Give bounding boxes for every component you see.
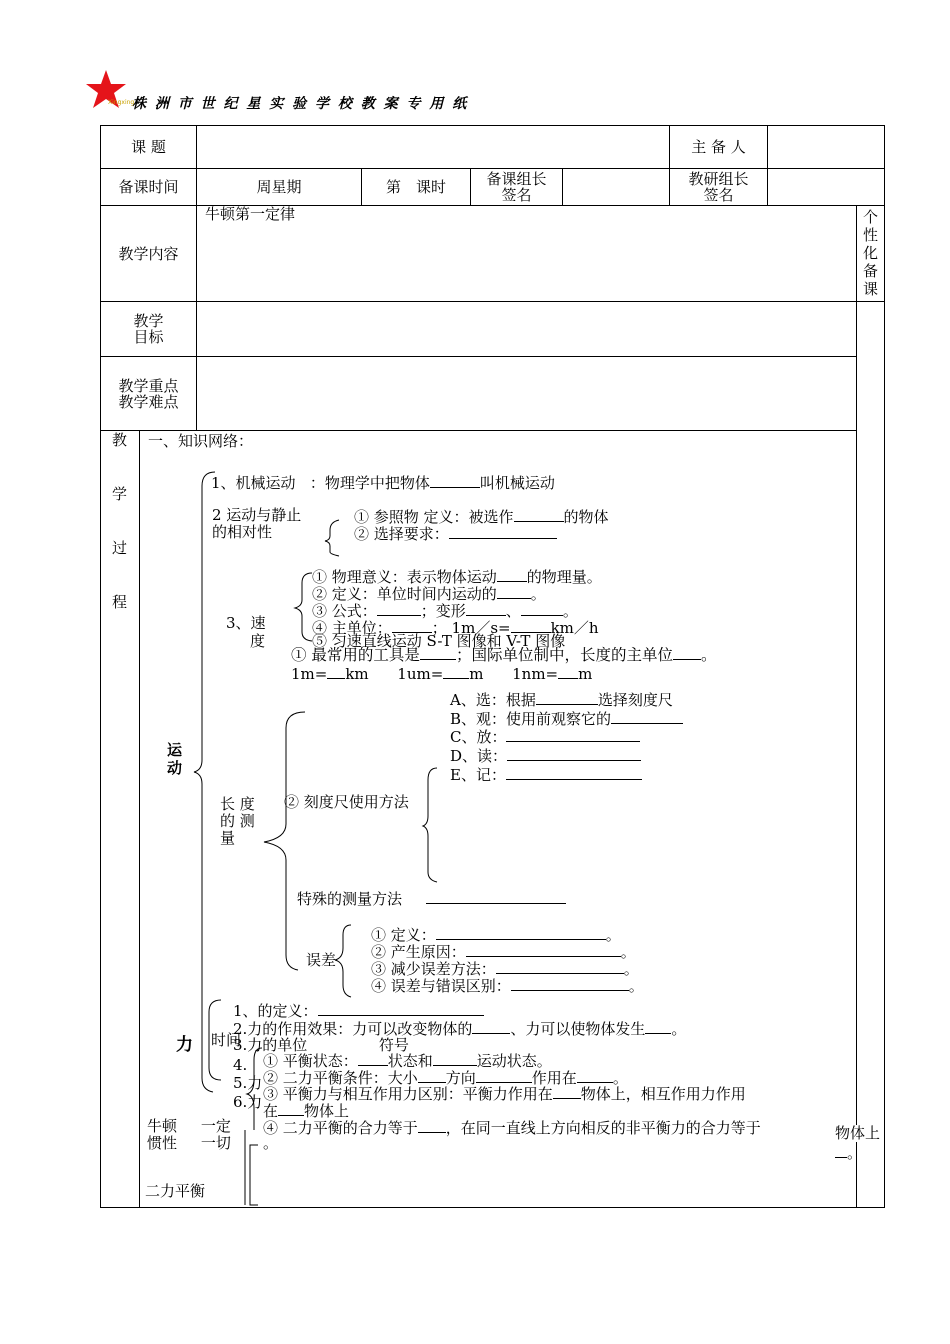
- force-effect-text: 2.力的作用效果：力可以改变物体的: [233, 1020, 473, 1038]
- balance-cond-blank-3[interactable]: [577, 1068, 613, 1083]
- balance-vs-end: 物体上: [304, 1102, 350, 1120]
- conv-um-label: 1um=: [397, 665, 444, 683]
- conv-nm-label: 1nm=: [512, 665, 559, 683]
- conv-um-unit: m: [469, 665, 484, 683]
- length-conversion: [291, 664, 592, 683]
- balance-resultant-text: ④ 二力平衡的合力等于: [263, 1119, 418, 1137]
- speed-graph-clipped: [312, 632, 566, 650]
- balance-vs-blank-2[interactable]: [278, 1101, 304, 1116]
- ruler-method: ② 刻度尺使用方法: [284, 793, 409, 811]
- relativity-title-1: 2 运动与静止: [212, 506, 302, 524]
- balance-cond-blank-2[interactable]: [476, 1068, 532, 1083]
- force-item-4: 4.: [233, 1056, 248, 1074]
- mech-motion-end: 叫机械运动: [479, 474, 555, 492]
- mech-motion-line: [211, 473, 555, 492]
- length-tool-text: ① 最常用的工具是: [291, 646, 420, 664]
- special-measure-blank[interactable]: [426, 889, 566, 904]
- balance-resultant-text-2: ，在同一直线上方向相反的非平衡力的合力等于: [445, 1119, 761, 1137]
- inertia-text-2: 一切: [200, 1134, 231, 1152]
- ruler-step-b: [450, 709, 683, 728]
- research-leader-label-line1: 教研组长: [688, 170, 749, 188]
- goal-label-line2: 目标: [133, 328, 164, 346]
- group-leader-label-line1: 备课组长: [486, 170, 547, 188]
- logo-text: Xingxing: [108, 99, 135, 106]
- balance-state-blank-1[interactable]: [358, 1051, 388, 1066]
- conv-km-unit: km: [345, 665, 369, 683]
- balance-vs-text: ③ 平衡力与相互作用力区别：平衡力作用在: [263, 1085, 553, 1103]
- school-title: 株 洲 市 世 纪 星 实 验 学 校 教 案 专 用 纸: [132, 96, 469, 112]
- error-vs-mistake: [371, 976, 644, 995]
- ruler-step-c-text: C、放：: [450, 728, 507, 746]
- error-cause-text: ② 产生原因：: [371, 943, 466, 961]
- speed-def-end: 。: [530, 585, 546, 603]
- ruler-step-d-blank[interactable]: [507, 746, 641, 761]
- ruler-step-a-text: A、选：根据: [450, 691, 536, 709]
- speed-formula-text: ③ 公式：: [312, 602, 377, 620]
- balance-cond-text-2: 方向: [445, 1069, 476, 1087]
- force-item-6: 6.力: [233, 1093, 263, 1111]
- force-unit-clipped: [233, 1036, 409, 1054]
- balance-cond-blank-1[interactable]: [418, 1068, 446, 1083]
- force-unit-text: 3.力的单位: [233, 1036, 308, 1054]
- personal-char-2: 性: [862, 226, 878, 244]
- process-char-2: 学: [112, 485, 128, 503]
- force-effect-blank-2[interactable]: [645, 1019, 671, 1034]
- balance-vs-text-2: 物体上，相互作用力作用: [580, 1085, 746, 1103]
- conv-nm-unit: m: [578, 665, 593, 683]
- overflow-object-text: 物体上: [835, 1124, 881, 1142]
- length-tool-blank[interactable]: [420, 645, 456, 660]
- error-def-text: ① 定义：: [371, 926, 436, 944]
- group-leader-label-line2: 签名: [501, 186, 532, 204]
- process-char-1: 教: [112, 431, 128, 449]
- speed-conv-text: ； 1m／s=: [431, 619, 511, 637]
- speed-meaning-blank[interactable]: [497, 567, 527, 582]
- research-leader-label-line2: 签名: [703, 186, 734, 204]
- length-unit-text: ；国际单位制中，长度的主单位: [455, 646, 673, 664]
- personal-char-4: 备: [862, 262, 878, 280]
- force-effect-blank-1[interactable]: [472, 1019, 510, 1034]
- key-label-line1: 教学重点: [118, 376, 179, 395]
- error-reduce-text: ③ 减少误差方法：: [371, 960, 496, 978]
- conv-nm-blank[interactable]: [558, 664, 578, 679]
- overflow-blank-line[interactable]: [835, 1143, 847, 1158]
- ruler-step-d-text: D、读：: [450, 747, 508, 765]
- process-char-4: 程: [112, 593, 128, 611]
- force-effect-end: 。: [671, 1020, 687, 1038]
- ruler-step-c: [450, 727, 640, 746]
- force-def-text: 1、的定义：: [233, 1002, 318, 1020]
- ruler-step-e-blank[interactable]: [506, 765, 642, 780]
- error-vs-mistake-text: ④ 误差与错误区别：: [371, 977, 511, 995]
- week-label: 周星期: [256, 178, 302, 196]
- overflow-blank-end: 。: [847, 1144, 863, 1162]
- length-tool-line: [291, 645, 716, 664]
- period-label: 第 课时: [385, 178, 446, 196]
- personal-char-3: 化: [862, 244, 878, 262]
- time-fragment: 时间: [211, 1031, 242, 1049]
- speed-meaning-end: 的物理量。: [526, 568, 602, 586]
- reference-blank[interactable]: [514, 507, 564, 522]
- speed-unit-blank[interactable]: [392, 618, 432, 633]
- ruler-step-b-blank[interactable]: [611, 709, 683, 724]
- balance-cond-end: 。: [612, 1069, 628, 1087]
- balance-state-text: ① 平衡状态：: [263, 1052, 358, 1070]
- speed-conv-blank[interactable]: [511, 618, 551, 633]
- speed-formula-blank[interactable]: [377, 601, 421, 616]
- balance-resultant: [263, 1118, 761, 1137]
- balance-cond-text: ② 二力平衡条件：大小: [263, 1069, 418, 1087]
- speed-variant-blank-2[interactable]: [521, 601, 563, 616]
- error-cause-end: 。: [620, 943, 636, 961]
- speed-meaning-text: ① 物理意义：表示物体运动: [312, 568, 497, 586]
- newton-label: [147, 1118, 231, 1135]
- reference-choice: ② 选择要求：: [354, 525, 449, 543]
- conv-km-blank[interactable]: [327, 664, 345, 679]
- balance-state-text-2: 状态和: [387, 1052, 433, 1070]
- balance-state-end: 运动状态。: [476, 1052, 552, 1070]
- ruler-step-b-text: B、观：使用前观察它的: [450, 710, 612, 728]
- force-symbol-text: 符号: [378, 1036, 409, 1054]
- force-definition: [233, 1001, 484, 1020]
- error-vs-mistake-end: 。: [628, 977, 644, 995]
- force-label: 力: [176, 1035, 193, 1055]
- personal-char-1: 个: [862, 208, 878, 226]
- ruler-step-a-end: 选择刻度尺: [597, 691, 673, 709]
- relativity-title-2: 的相对性: [212, 523, 273, 541]
- speed-variant-blank-1[interactable]: [466, 601, 506, 616]
- mech-motion-blank[interactable]: [430, 473, 480, 488]
- ruler-step-e: [450, 765, 642, 784]
- conv-um-blank[interactable]: [443, 664, 469, 679]
- balance-cond-text-3: 作用在: [531, 1069, 577, 1087]
- speed-variant-end: 。: [562, 602, 578, 620]
- newton-text-2: 一定: [200, 1117, 231, 1135]
- overflow-blank: [835, 1143, 862, 1162]
- reference-def: ① 参照物 定义：被选作: [354, 508, 514, 526]
- goal-label-line1: 教学: [133, 312, 164, 330]
- process-char-3: 过: [112, 539, 128, 557]
- error-def-end: 。: [605, 926, 621, 944]
- reference-end: 的物体: [563, 508, 609, 526]
- error-def-blank[interactable]: [436, 925, 606, 940]
- balance-resultant-end: 。: [263, 1134, 279, 1152]
- speed-def-blank[interactable]: [497, 584, 531, 599]
- personal-char-5: 课: [862, 280, 878, 298]
- speed-variant-sep: 、: [505, 602, 521, 620]
- ruler-step-a: [450, 690, 673, 709]
- ruler-step-e-text: E、记：: [450, 766, 506, 784]
- mech-motion-def: ：物理学中把物体: [309, 474, 430, 492]
- error-label: 误差: [306, 951, 337, 969]
- balance-vs-blank-1[interactable]: [553, 1084, 581, 1099]
- error-reduce-end: 。: [623, 960, 639, 978]
- force-item-5: 5.力: [233, 1074, 263, 1092]
- key-label-line2: 教学难点: [118, 392, 179, 411]
- length-measure-label-1: 长 度: [220, 795, 255, 813]
- speed-conv-unit: km／h: [550, 619, 599, 637]
- ruler-step-c-blank[interactable]: [506, 727, 640, 742]
- special-measure-text: 特殊的测量方法: [297, 890, 403, 908]
- inertia-text: 惯性: [147, 1134, 178, 1152]
- reference-choice-blank[interactable]: [449, 524, 557, 539]
- balance-state-blank-2[interactable]: [433, 1051, 477, 1066]
- newton-text: 牛顿: [147, 1117, 178, 1135]
- content-value[interactable]: 牛顿第一定律: [205, 205, 296, 223]
- inertia-label: [147, 1135, 231, 1152]
- speed-variant-text: ；变形: [420, 602, 466, 620]
- mech-motion-title: 1、机械运动: [211, 474, 296, 492]
- section-title: 一、知识网络：: [148, 432, 254, 450]
- ruler-step-d: [450, 746, 641, 765]
- conv-m-label: 1m=: [291, 665, 328, 683]
- preparer-label: 主 备 人: [691, 138, 746, 156]
- force-def-blank[interactable]: [318, 1001, 484, 1016]
- balance-resultant-blank-1[interactable]: [418, 1118, 446, 1133]
- length-unit-end: 。: [700, 646, 717, 664]
- speed-graph-text: ⑤ 匀速直线运动 S-T 图像和 V-T 图像: [312, 632, 566, 650]
- error-vs-mistake-blank[interactable]: [511, 976, 629, 991]
- error-cause-blank[interactable]: [466, 942, 621, 957]
- reference-choice-line: [354, 524, 557, 543]
- motion-label: 运动: [167, 741, 183, 777]
- prep-time-label: 备课时间: [118, 178, 179, 196]
- force-effect-text-2: 、力可以使物体发生: [510, 1020, 646, 1038]
- balance-vs-text-3: 在: [263, 1102, 279, 1120]
- speed-title-2: 度: [250, 632, 266, 650]
- ruler-step-a-blank[interactable]: [536, 690, 598, 705]
- error-reduce-blank[interactable]: [496, 959, 624, 974]
- content-label: 教学内容: [118, 244, 179, 263]
- length-measure-label-2: 的 测: [220, 812, 255, 830]
- two-force-balance-label: 二力平衡: [145, 1182, 206, 1200]
- length-measure-label-3: 量: [220, 829, 236, 847]
- topic-label: 课 题: [131, 138, 166, 156]
- length-unit-blank[interactable]: [673, 645, 701, 660]
- speed-unit-text: ④ 主单位：: [312, 619, 392, 637]
- special-measure-line: [297, 889, 566, 908]
- speed-def-text: ② 定义：单位时间内运动的: [312, 585, 497, 603]
- speed-title-1: 3、速: [226, 614, 266, 632]
